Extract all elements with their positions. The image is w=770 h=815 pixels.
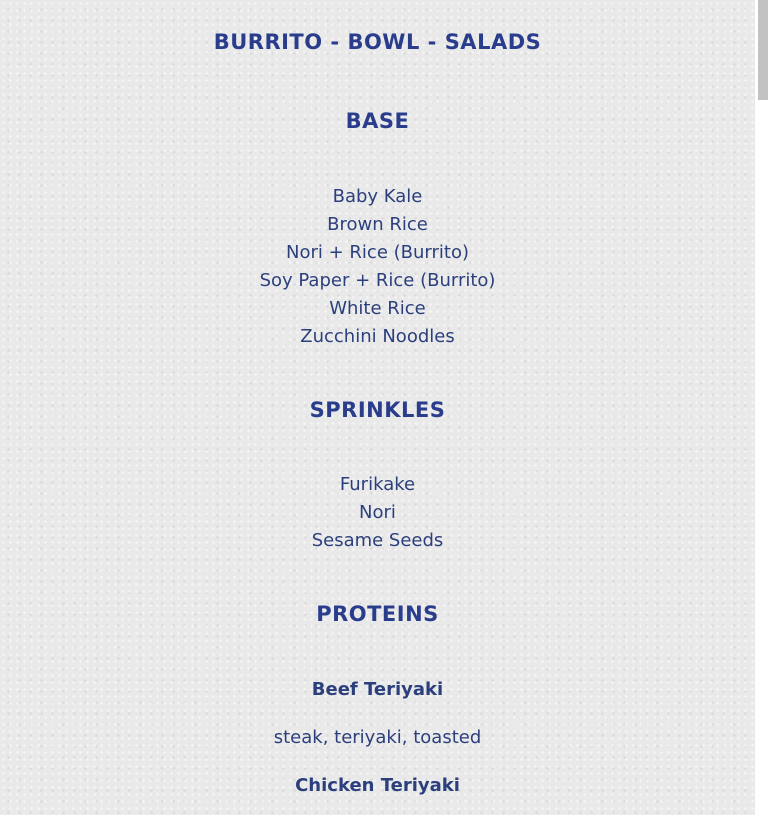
section-heading-proteins: PROTEINS <box>316 602 439 626</box>
list-item: Furikake <box>339 474 416 495</box>
section-heading-sprinkles: SPRINKLES <box>309 398 446 422</box>
list-item: Baby Kale <box>332 186 423 207</box>
list-item: Soy Paper + Rice (Burrito) <box>259 270 496 291</box>
list-item: Sesame Seeds <box>311 530 444 551</box>
sprinkles-list <box>0 471 755 555</box>
scrollbar-thumb[interactable] <box>758 0 768 100</box>
list-item: Brown Rice <box>327 214 428 235</box>
page-title: BURRITO - BOWL - SALADS <box>213 30 542 54</box>
scrollbar[interactable] <box>755 0 770 815</box>
protein-name: Chicken Teriyaki <box>295 775 460 796</box>
base-list <box>0 183 755 351</box>
protein-description: steak, teriyaki, toasted <box>273 727 482 748</box>
list-item: Zucchini Noodles <box>300 326 455 347</box>
list-item: Nori <box>359 502 396 523</box>
protein-name: Beef Teriyaki <box>311 679 444 700</box>
list-item: White Rice <box>329 298 426 319</box>
section-heading-base: BASE <box>345 109 410 133</box>
list-item: Nori + Rice (Burrito) <box>286 242 469 263</box>
